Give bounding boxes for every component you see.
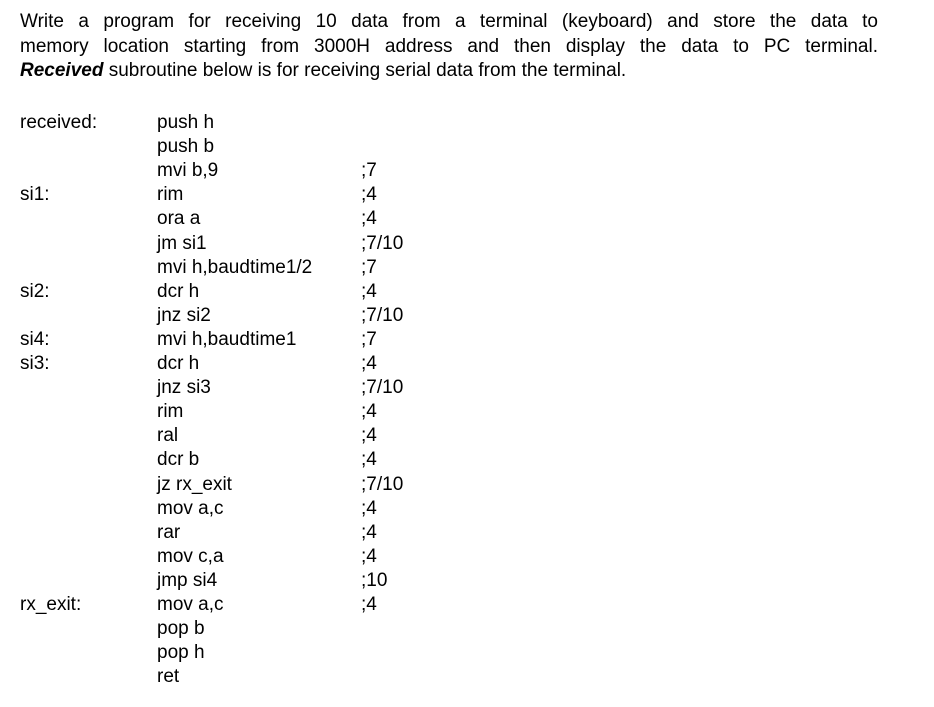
code-cycles: ;4 [361,184,377,206]
code-instruction: rim [157,184,184,206]
code-cycles: ;7 [361,328,377,350]
code-instruction: ret [157,666,180,688]
code-instruction: rim [157,401,184,423]
code-instruction: mvi h,baudtime1 [157,328,297,350]
code-instruction: jz rx_exit [157,473,232,495]
problem-statement [20,10,878,84]
problem-line-3-rest: subroutine below is for receiving serial data from the terminal. [103,60,627,81]
code-cycles: ;4 [361,545,377,567]
code-instruction: ora a [157,208,201,230]
code-label: si4: [20,328,50,350]
code-label: si2: [20,280,50,302]
code-instruction: dcr h [157,353,200,374]
problem-line-3 [20,59,878,84]
code-instruction: jm si1 [157,232,207,254]
code-instruction: dcr h [157,280,200,302]
problem-line-1: Write a program for receiving 10 data from a terminal (keyboard) and store the data to [20,11,878,32]
code-instruction: rar [157,521,181,543]
code-instruction: push b [157,136,215,158]
code-cycles: ;4 [361,449,377,471]
code-label: si3: [20,353,50,374]
code-cycles: ;4 [361,497,377,519]
code-instruction: jnz si3 [157,377,211,399]
code-cycles: ;4 [361,594,377,615]
code-cycles: ;7/10 [361,377,404,399]
code-cycles: ;4 [361,208,377,230]
code-instruction: pop h [157,642,205,664]
code-cycles: ;4 [361,353,377,374]
code-cycles: ;7 [361,256,377,278]
code-label: si1: [20,184,50,206]
code-instruction: jmp si4 [157,569,218,591]
code-label: rx_exit: [20,594,82,615]
code-cycles: ;4 [361,425,377,447]
code-instruction: jnz si2 [157,304,211,326]
code-instruction: mvi h,baudtime1/2 [157,256,313,278]
code-cycles: ;7/10 [361,232,404,254]
code-instruction: mov a,c [157,594,224,615]
code-label: received: [20,112,98,133]
code-instruction: pop b [157,618,205,640]
code-instruction: push h [157,112,215,133]
code-instruction: ral [157,425,179,447]
code-instruction: mov c,a [157,545,224,567]
code-cycles: ;7/10 [361,473,404,495]
code-cycles: ;4 [361,401,377,423]
code-cycles: ;7 [361,160,377,182]
problem-line-2: memory location starting from 3000H address and then display the data to PC terminal. [20,35,878,57]
code-cycles: ;7/10 [361,304,404,326]
code-cycles: ;10 [361,569,388,591]
code-cycles: ;4 [361,521,377,543]
code-instruction: dcr b [157,449,200,471]
code-instruction: mvi b,9 [157,160,219,182]
code-cycles: ;4 [361,280,377,302]
code-instruction: mov a,c [157,497,224,519]
received-emphasis: Received [20,60,104,81]
